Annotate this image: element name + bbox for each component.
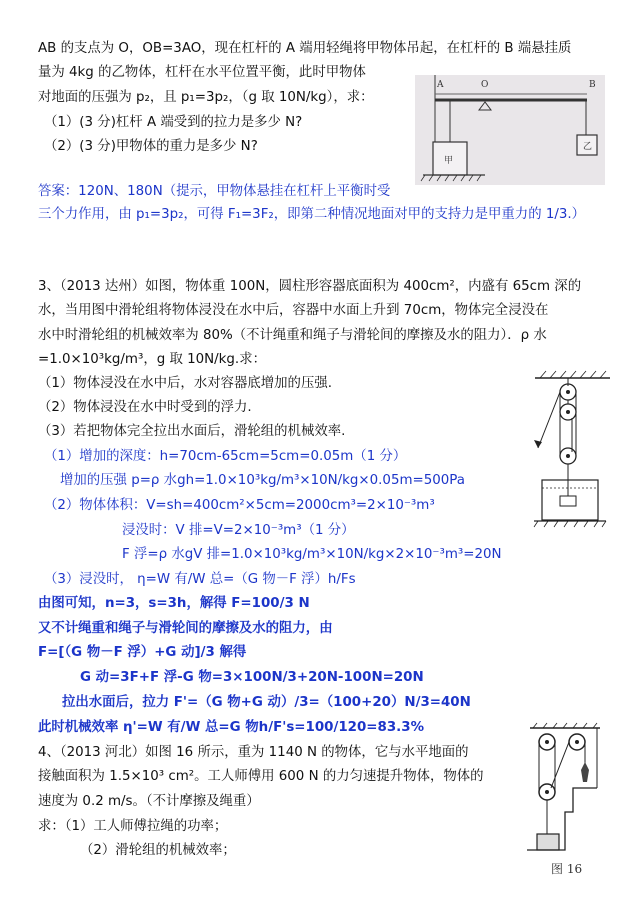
worker-pulley-figure xyxy=(525,722,605,862)
p1-line-3: 对地面的压强为 p₂，且 p₁=3p₂，（g 取 10N/kg），求： xyxy=(38,90,374,105)
lever-label-a: A xyxy=(437,80,444,90)
p3-question-1: （1）物体浸没在水中后，水对容器底增加的压强. xyxy=(38,376,332,391)
p3-line-2: 水，当用图中滑轮组将物体浸没在水中后，容器中水面上升到 70cm，物体完全浸没在 xyxy=(38,303,549,318)
p3-solution-4: 浸没时：V 排=V=2×10⁻³m³（1 分） xyxy=(122,523,355,538)
p1-answer-line-2: 三个力作用，由 p₁=3p₂，可得 F₁=3F₂，即第二种情况地面对甲的支持力是甲重力的 1/3.） xyxy=(38,207,586,222)
p3-question-2: （2）物体浸没在水中时受到的浮力. xyxy=(38,400,252,415)
p3-line-3: 水中时滑轮组的机械效率为 80%（不计绳重和绳子与滑轮间的摩擦及水的阻力）．ρ 水 xyxy=(38,328,547,343)
p1-line-1: AB 的支点为 O，OB=3AO，现在杠杆的 A 端用轻绳将甲物体吊起，在杠杆的 B 端悬挂质 xyxy=(38,41,572,56)
p4-question-1: 求：（1）工人师傅拉绳的功率； xyxy=(38,819,228,834)
object-jia-label: 甲 xyxy=(444,156,454,166)
p4-line-1: 4、（2013 河北）如图 16 所示，重为 1140 N 的物体，它与水平地面的 xyxy=(38,745,469,760)
object-yi-label: 乙 xyxy=(583,142,593,152)
p3-solution-2: 增加的压强 p=ρ 水gh=1.0×10³kg/m³×10N/kg×0.05m=500Pa xyxy=(60,473,465,488)
p4-line-3: 速度为 0.2 m/s。（不计摩擦及绳重） xyxy=(38,794,260,809)
lever-label-b: B xyxy=(589,80,596,90)
p3-solution-10: G 动=3F+F 浮-G 物=3×100N/3+20N-100N=20N xyxy=(80,670,424,685)
p3-line-1: 3、（2013 达州）如图，物体重 100N，圆柱形容器底面积为 400cm²，内盛有 65cm 深的 xyxy=(38,279,582,294)
p3-solution-5: F 浮=ρ 水gV 排=1.0×10³kg/m³×10N/kg×2×10⁻³m³=20N xyxy=(122,547,502,562)
p1-answer-line-1: 答案：120N、180N（提示，甲物体悬挂在杠杆上平衡时受 xyxy=(38,184,391,199)
lever-label-o: O xyxy=(481,80,489,90)
p4-line-2: 接触面积为 1.5×10³ cm²。工人师傅用 600 N 的力匀速提升物体，物体的 xyxy=(38,769,484,784)
p1-line-2: 量为 4kg 的乙物体，杠杆在水平位置平衡，此时甲物体 xyxy=(38,65,366,80)
weight-object xyxy=(537,834,559,850)
p3-solution-6: （3）浸没时， η=W 有/W 总=（G 物－F 浮）h/Fs xyxy=(44,572,356,587)
lever-figure xyxy=(415,75,605,185)
p3-solution-7: 由图可知，n=3，s=3h，解得 F=100/3 N xyxy=(38,596,310,611)
p4-question-2: （2）滑轮组的机械效率； xyxy=(80,843,236,858)
worker-icon xyxy=(581,762,589,782)
p3-solution-1: （1）增加的深度：h=70cm-65cm=5cm=0.05m（1 分） xyxy=(44,449,407,464)
submerged-object xyxy=(560,496,576,506)
p3-solution-12: 此时机械效率 η'=W 有/W 总=G 物h/F's=100/120=83.3% xyxy=(38,720,424,735)
p3-solution-3: （2）物体体积：V=sh=400cm²×5cm=2000cm³=2×10⁻³m³ xyxy=(44,498,435,513)
p3-solution-8: 又不计绳重和绳子与滑轮间的摩擦及水的阻力，由 xyxy=(38,621,333,636)
p3-line-4: =1.0×10³kg/m³，g 取 10N/kg.求： xyxy=(38,352,266,367)
p3-solution-9: F=[（G 物－F 浮）+G 动]/3 解得 xyxy=(38,645,247,660)
figure-16-caption: 图 16 xyxy=(551,862,583,876)
p1-question-2: （2）(3 分)甲物体的重力是多少 N? xyxy=(44,139,258,154)
p3-solution-11: 拉出水面后，拉力 F'=（G 物+G 动）/3=（100+20）N/3=40N xyxy=(62,695,471,710)
p3-question-3: （3）若把物体完全拉出水面后，滑轮组的机械效率. xyxy=(38,424,346,439)
pulley-tank-figure xyxy=(520,368,620,533)
p1-question-1: （1）(3 分)杠杆 A 端受到的拉力是多少 N? xyxy=(44,115,303,130)
